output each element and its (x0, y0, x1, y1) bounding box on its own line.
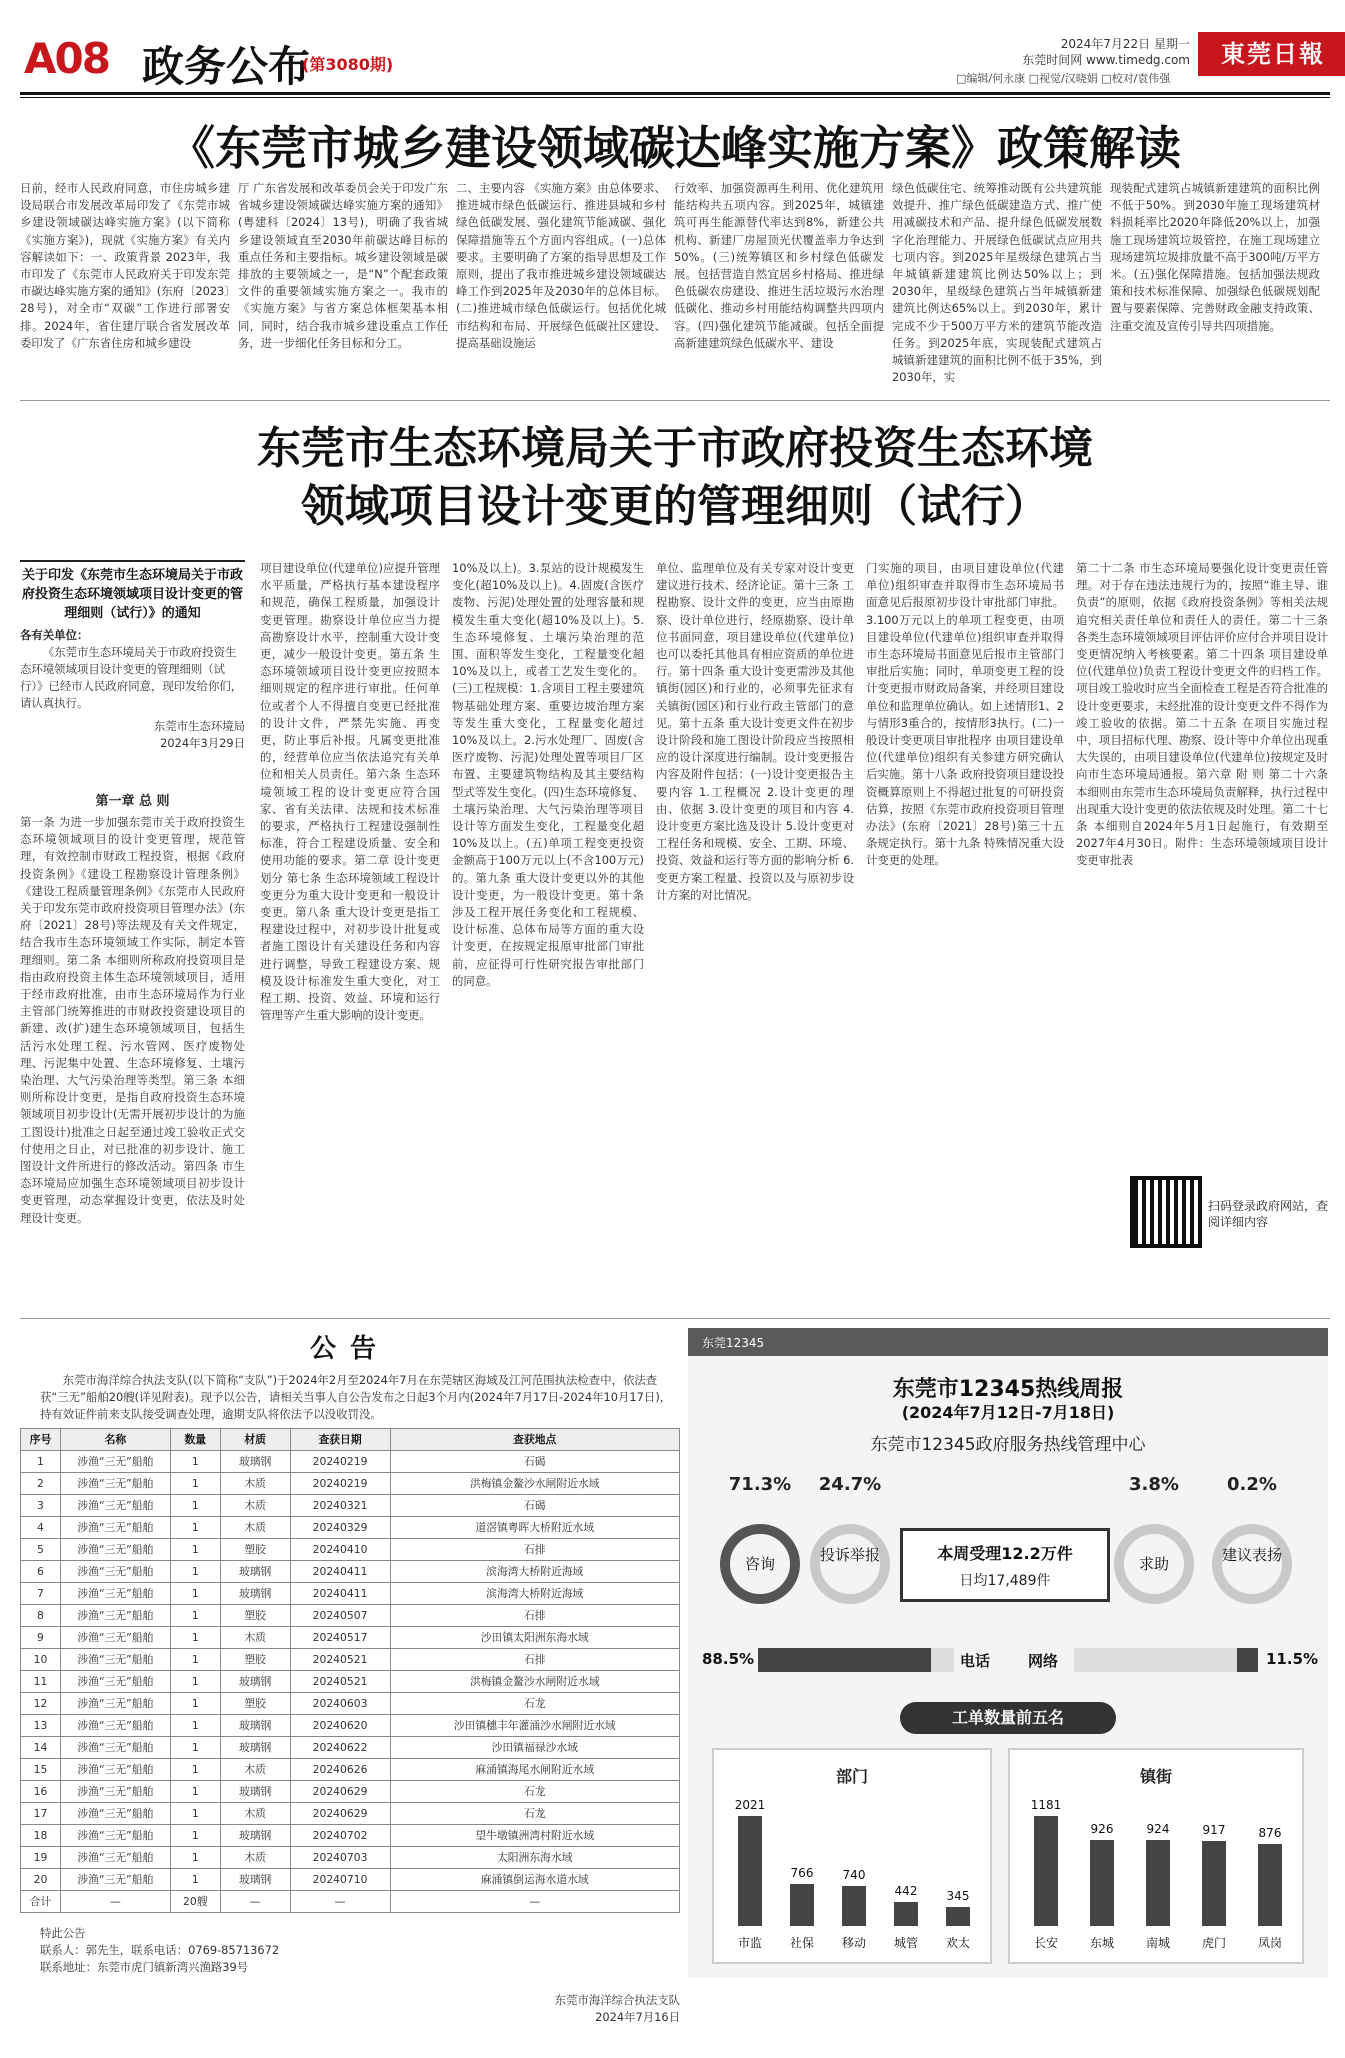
article2-column: 10%及以上)。3.泵站的设计规模发生变化(超10%及以上)。4.固废(含医疗废物、污泥)处理处置的处理容量和规模发生重大变化(超10%及以上)。5.生态环境修复、土壤污染治理的范围、面积等发生变化，工程量变化超10%及以上，或者工艺发生变化的。(三)工程规模：1.含项目工程主要建筑物基础处理方案、重要边坡治理方案等发生重大变化，工程量变化超过10%及以上。2.污水处理厂、固废(含医疗废物、污泥)处理处置等项目厂区布置、主要建筑物结构及其主要结构型式等发生变化。(四)生态环境修复、土壤污染治理、大气污染治理等项目设计等方面发生变化，工程量变化超10%及以上。(五)单项工程变更投资金额高于100万元以上(不含100万元)的。第九条 重大设计变更以外的其他设计变更，为一般设计变更。第十条 涉及工程开展任务变化和工程规模、设计标准、总体布局等方面的重大设计变更，在按规定报原审批部门审批前，应征得可行性研究报告审批部门的同意。 (452, 561, 644, 988)
table-row (21, 1517, 680, 1539)
table-header-row (21, 1429, 680, 1451)
table-cell: 涉渔“三无”船舶 (60, 1693, 170, 1715)
bar (1202, 1841, 1226, 1926)
bar-category-label: 虎门 (1201, 1936, 1226, 1950)
article1-column: 现装配式建筑占城镇新建建筑的面积比例不低于50%。到2030年施工现场建筑材料损耗率比2020年降低20%以上，加强施工现场建筑垃圾管控，在施工现场建立现场建筑垃圾排放量不高于300吨/万平方米。(五)强化保障措施。包括加强法规政策和技术标准保障、加强绿色低碳规划配置与要素保障、完善财政金融支持政策、注重交流及宣传引导共四项措施。 (1110, 181, 1320, 333)
table-row (21, 1803, 680, 1825)
table-cell: 1 (170, 1495, 220, 1517)
table-cell: 木质 (220, 1759, 290, 1781)
chapter1-heading: 第一章 总 则 (95, 794, 170, 809)
table-cell: 石碣 (390, 1495, 679, 1517)
table-cell: 1 (170, 1583, 220, 1605)
dept-chart-title: 部门 (835, 1767, 868, 1786)
hotline-title: 东莞市12345热线周报 (892, 1377, 1124, 1402)
table-header-cell: 序号 (21, 1429, 61, 1451)
table-cell: 道滘镇粤晖大桥附近水域 (390, 1517, 679, 1539)
bar-value-label: 2021 (734, 1798, 766, 1812)
table-row (21, 1605, 680, 1627)
table-cell: — (220, 1891, 290, 1913)
notice-to: 各有关单位： (20, 628, 89, 642)
table-cell: 10 (21, 1649, 61, 1671)
daily-average: 日均17,489件 (959, 1573, 1051, 1589)
masthead (20, 30, 1330, 91)
table-cell: 20240329 (290, 1517, 390, 1539)
hotline-logo: 东莞12345 (702, 1336, 765, 1350)
table-cell: 石排 (390, 1539, 679, 1561)
table-cell: 涉渔“三无”船舶 (60, 1737, 170, 1759)
table-cell: 20240219 (290, 1451, 390, 1473)
table-cell: 沙田镇太阳洲东海水域 (390, 1627, 679, 1649)
article2-title-line1: 东莞市生态环境局关于市政府投资生态环境 (257, 423, 1093, 474)
table-cell: 玻璃钢 (220, 1825, 290, 1847)
issue-number: (第3080期) (302, 55, 394, 74)
table-cell: 1 (170, 1451, 220, 1473)
table-cell: 1 (170, 1539, 220, 1561)
seizure-table (20, 1428, 680, 1913)
hotline-infographic (688, 1328, 1328, 1978)
section-title: 政务公布 (142, 42, 311, 91)
table-cell: 沙田镇穗丰年灌涌沙水闸附近水域 (390, 1715, 679, 1737)
table-cell: 涉渔“三无”船舶 (60, 1649, 170, 1671)
table-row (21, 1561, 680, 1583)
table-row (21, 1693, 680, 1715)
table-cell: 13 (21, 1715, 61, 1737)
bar-category-label: 南城 (1145, 1936, 1170, 1950)
table-row (21, 1847, 680, 1869)
footer-line: 特此公告 (40, 1926, 86, 1940)
table-cell: 木质 (220, 1517, 290, 1539)
contact-address: 联系地址：东莞市虎门镇新湾兴渔路39号 (40, 1960, 249, 1974)
notice-body: 《东莞市生态环境局关于市政府投资生态环境领域项目设计变更的管理细则（试行）》已经市人民政府同意，现印发给你们，请认真执行。 (20, 645, 243, 710)
table-cell: 玻璃钢 (220, 1451, 290, 1473)
table-cell: 20艘 (170, 1891, 220, 1913)
website: 东莞时间网 www.timedg.com (1022, 53, 1190, 67)
newspaper-logo: 東莞日報 (1198, 32, 1345, 76)
table-cell: 20240629 (290, 1781, 390, 1803)
header-rule-thin (20, 97, 1330, 98)
table-row (21, 1495, 680, 1517)
table-cell: 石龙 (390, 1781, 679, 1803)
table-cell: 沙田镇福禄沙水域 (390, 1737, 679, 1759)
table-cell: 涉渔“三无”船舶 (60, 1605, 170, 1627)
table-cell: 塑胶 (220, 1693, 290, 1715)
table-cell: — (390, 1891, 679, 1913)
divider (20, 1318, 1330, 1319)
table-row (21, 1627, 680, 1649)
phone-bar-fill (758, 1648, 931, 1672)
article1-title: 《东莞市城乡建设领域碳达峰实施方案》政策解读 (169, 121, 1181, 175)
table-cell: 1 (170, 1627, 220, 1649)
table-cell: 石排 (390, 1605, 679, 1627)
table-row (21, 1451, 680, 1473)
article2-column: 单位、监理单位及有关专家对设计变更建议进行技术、经济论证。第十三条 工程勘察、设计文件的变更，应当由原勘察、设计单位进行，经原勘察、设计单位书面同意，项目建设单位(代建单位)也可以委托其他具有相应资质的单位进行。第十四条 重大设计变更需涉及其他镇街(园区)和行业的，必须事先征求有关镇街(园区)和行业行政主管部门的意见。第十五条 重大设计变更文件在初步设计阶段和施工图设计阶段应当按照相应的设计深度进行编制。设计变更报告内容及附件包括：(一)设计变更报告主要内容 1.工程概况 2.设计变更的理由、依据 3.设计变更的项目和内容 4.设计变更方案比选及设计 5.设计变更对工程任务和规模、安全、工期、环境、投资、效益和运行等方面的影响分析 6.变更方案工程量、投资以及与原初步设计方案的对比情况。 (656, 561, 854, 902)
net-bar-track (1074, 1648, 1258, 1672)
table-cell: 涉渔“三无”船舶 (60, 1869, 170, 1891)
bar-value-label: 442 (894, 1883, 918, 1898)
bar-value-label: 766 (790, 1866, 814, 1881)
table-cell: 玻璃钢 (220, 1781, 290, 1803)
table-cell: 1 (170, 1869, 220, 1891)
table-cell: 1 (170, 1803, 220, 1825)
table-cell: 11 (21, 1671, 61, 1693)
table-cell: 石排 (390, 1649, 679, 1671)
date: 2024年7月22日 星期一 (1060, 37, 1190, 51)
page-number: A08 (24, 34, 109, 83)
table-body (21, 1451, 680, 1913)
table-cell: 15 (21, 1759, 61, 1781)
table-cell: 1 (170, 1847, 220, 1869)
table-cell: 涉渔“三无”船舶 (60, 1473, 170, 1495)
table-cell: 20240603 (290, 1693, 390, 1715)
table-row (21, 1759, 680, 1781)
bar (738, 1816, 762, 1926)
table-cell: 3 (21, 1495, 61, 1517)
table-cell: 玻璃钢 (220, 1869, 290, 1891)
table-cell: 7 (21, 1583, 61, 1605)
table-cell: 20240626 (290, 1759, 390, 1781)
notice-title: 关于印发《东莞市生态环境局关于市政府投资生态环境领域项目设计变更的管理细则（试行）》的通知 (21, 568, 243, 621)
hotline-period: (2024年7月12日-7月18日) (901, 1403, 1115, 1422)
bar-category-label: 社保 (789, 1936, 814, 1950)
bar-category-label: 城管 (893, 1936, 918, 1950)
article1-column: 行效率、加强资源再生利用、优化建筑用能结构共五项内容。到2025年，城镇建筑可再生能源替代率达到8%，新建公共机构、新建厂房屋顶光伏覆盖率力争达到50%。(三)统筹镇区和乡村绿色低碳发展。包括营造自然宜居乡村格局、推进绿色低碳农房建设、推进生活垃圾污水治理低碳化、推动乡村用能结构调整共四项内容。(四)强化建筑节能减碳。包括全面提高新建建筑绿色低碳水平、建设 (674, 181, 884, 350)
table-cell: 18 (21, 1825, 61, 1847)
table-row (21, 1473, 680, 1495)
table-cell: 涉渔“三无”船舶 (60, 1627, 170, 1649)
table-cell: 石碣 (390, 1451, 679, 1473)
pct-consult: 71.3% (728, 1474, 792, 1495)
article2-column: 项目建设单位(代建单位)应提升管理水平质量，严格执行基本建设程序和规范，确保工程质量，加强设计变更管理。勘察设计单位应当力提高勘察设计水平，控制重大设计变更，减少一般设计变更。第五条 生态环境领域项目设计变更应按照本细则规定的程序进行审批。任何单位或者个人不得擅自变更已经批准的设计文件，严禁先实施、再变更，防止事后补报。凡属变更批准的，经营单位应当依法追究有关单位和相关人员责任。第六条 生态环境领域工程的设计变更应符合国家、省有关法律、法规和技术标准的要求，严格执行工程建设强制性标准，符合工程建设质量、安全和使用功能的要求。第二章 设计变更划分 第七条 生态环境领域工程设计变更分为重大设计变更和一般设计变更。第八条 重大设计变更是指工程建设过程中，对初步设计批复或者施工图设计有关建设任务和内容进行调整，导致工程建设方案、规模及设计标准发生重大变化，对工程工期、投资、效益、环境和运行管理等产生重大影响的设计变更。 (260, 561, 440, 1023)
bar-value-label: 1181 (1030, 1798, 1062, 1812)
table-total-row (21, 1891, 680, 1913)
table-cell: 望牛墩镇洲湾村附近水域 (390, 1825, 679, 1847)
table-cell: 木质 (220, 1803, 290, 1825)
header-rule (20, 92, 1330, 95)
bar-value-label: 740 (842, 1867, 866, 1882)
table-cell: 17 (21, 1803, 61, 1825)
table-cell: 涉渔“三无”船舶 (60, 1561, 170, 1583)
bar-category-label: 市监 (737, 1936, 762, 1950)
table-cell: 涉渔“三无”船舶 (60, 1825, 170, 1847)
table-row (21, 1649, 680, 1671)
bar-value-label: 924 (1146, 1821, 1170, 1836)
table-cell: 20240620 (290, 1715, 390, 1737)
table-cell: 木质 (220, 1495, 290, 1517)
bar (946, 1907, 970, 1926)
table-cell: 20240410 (290, 1539, 390, 1561)
table-cell: 20240702 (290, 1825, 390, 1847)
table-cell: 涉渔“三无”船舶 (60, 1451, 170, 1473)
table-cell: 1 (170, 1473, 220, 1495)
table-header-cell: 查获日期 (290, 1429, 390, 1451)
table-cell: — (290, 1891, 390, 1913)
table-cell: 20240507 (290, 1605, 390, 1627)
table-cell: 20240622 (290, 1737, 390, 1759)
table-cell: 玻璃钢 (220, 1715, 290, 1737)
table-cell: 涉渔“三无”船舶 (60, 1495, 170, 1517)
table-cell: 1 (170, 1561, 220, 1583)
town-chart-title: 镇街 (1139, 1767, 1172, 1786)
table-cell: 木质 (220, 1847, 290, 1869)
table-cell: 涉渔“三无”船舶 (60, 1759, 170, 1781)
table-cell: 2 (21, 1473, 61, 1495)
bar-value-label: 345 (946, 1889, 970, 1904)
table-cell: 涉渔“三无”船舶 (60, 1517, 170, 1539)
table-cell: 洪梅镇金鳌沙水闸附近水域 (390, 1473, 679, 1495)
bar-category-label: 移动 (841, 1936, 866, 1950)
table-cell: 20240411 (290, 1561, 390, 1583)
table-cell: 玻璃钢 (220, 1561, 290, 1583)
table-cell: 1 (170, 1605, 220, 1627)
net-label: 网络 (1028, 1652, 1059, 1670)
table-cell: 塑胶 (220, 1539, 290, 1561)
table-cell: 1 (170, 1517, 220, 1539)
table-cell: 涉渔“三无”船舶 (60, 1671, 170, 1693)
table-cell: 麻涌镇倒运海水道水域 (390, 1869, 679, 1891)
table-cell: 涉渔“三无”船舶 (60, 1803, 170, 1825)
table-cell: 5 (21, 1539, 61, 1561)
divider (20, 400, 1330, 401)
bar (790, 1884, 814, 1926)
article1-column: 二、主要内容 《实施方案》由总体要求、推进城市绿色低碳运行、推进县城和乡村绿色低碳发展、强化建筑节能减碳、强化保障措施等五个方面内容组成。(一)总体要求。主要明确了方案的指导思想及工作原则，提出了我市推进城乡建设领域碳达峰工作到2025年及2030年的总体目标。(二)推进城市绿色低碳运行。包括优化城市结构和布局、开展绿色低碳社区建设、提高基础设施运 (456, 181, 666, 350)
table-cell: 涉渔“三无”船舶 (60, 1781, 170, 1803)
table-cell: 太阳洲东海水域 (390, 1847, 679, 1869)
table-cell: 木质 (220, 1627, 290, 1649)
table-cell: 1 (170, 1649, 220, 1671)
table-cell: 塑胶 (220, 1649, 290, 1671)
table-cell: 8 (21, 1605, 61, 1627)
table-cell: 20240521 (290, 1671, 390, 1693)
table-cell: 9 (21, 1627, 61, 1649)
table-header-cell: 名称 (60, 1429, 170, 1451)
table-header-cell: 数量 (170, 1429, 220, 1451)
table-row (21, 1539, 680, 1561)
bar-value-label: 876 (1258, 1826, 1282, 1841)
table-cell: 1 (170, 1671, 220, 1693)
bar (1146, 1840, 1170, 1926)
table-cell: 涉渔“三无”船舶 (60, 1847, 170, 1869)
table-cell: 塑胶 (220, 1605, 290, 1627)
table-cell: 20240517 (290, 1627, 390, 1649)
bar-value-label: 926 (1090, 1821, 1114, 1836)
table-header-cell: 查获地点 (390, 1429, 679, 1451)
table-cell: 1 (170, 1715, 220, 1737)
bar (1090, 1840, 1114, 1926)
table-cell: 石龙 (390, 1693, 679, 1715)
table-cell: 涉渔“三无”船舶 (60, 1583, 170, 1605)
dept-chart (712, 1748, 992, 1964)
table-cell: 玻璃钢 (220, 1583, 290, 1605)
qr-caption: 扫码登录政府网站，查阅详细内容 (1208, 1199, 1329, 1229)
bar-value-label: 917 (1202, 1822, 1226, 1837)
contact-person: 联系人：郭先生，联系电话：0769-85713672 (40, 1943, 280, 1957)
table-cell: 玻璃钢 (220, 1737, 290, 1759)
ring-suggest: 建议表扬 (1212, 1524, 1292, 1604)
table-cell: 滨海湾大桥附近海域 (390, 1583, 679, 1605)
bar-category-label: 长安 (1033, 1936, 1058, 1950)
table-cell: 木质 (220, 1473, 290, 1495)
table-cell: 1 (170, 1781, 220, 1803)
table-cell: 19 (21, 1847, 61, 1869)
table-cell: 1 (21, 1451, 61, 1473)
top5-heading: 工单数量前五名 (900, 1702, 1116, 1734)
notice-box (20, 560, 245, 760)
article2-column: 门实施的项目，由项目建设单位(代建单位)组织审查并取得市生态环境局书面意见后报原初步设计审批部门审批。3.100万元以上的单项工程变更，由项目建设单位(代建单位)组织审查并取得市生态环境局书面意见后报市主管部门审批后实施；同时，单项变更工程的设计变更报市财政局备案，并经项目建设单位和监理单位确认。如上述情形1、2与情形3重合的，按情形3执行。(二)一般设计变更项目审批程序 由项目建设单位(代建单位)组织有关参建方研究确认后实施。第十八条 政府投资项目建设投资概算原则上不得超过批复的可研投资估算，按照《东莞市政府投资项目管理办法》(东府〔2021〕28号)第三十五条规定执行。第十九条 特殊情况重大设计变更的处理。 (866, 561, 1064, 868)
table-cell: 玻璃钢 (220, 1671, 290, 1693)
table-row (21, 1781, 680, 1803)
table-cell: 石龙 (390, 1803, 679, 1825)
net-pct: 11.5% (1266, 1650, 1319, 1668)
qr-code[interactable] (1130, 1176, 1202, 1248)
ring-help: 求助 (1114, 1524, 1194, 1604)
table-cell: 涉渔“三无”船舶 (60, 1539, 170, 1561)
table-row (21, 1715, 680, 1737)
weekly-total-box (900, 1528, 1110, 1602)
table-cell: 4 (21, 1517, 61, 1539)
table-row (21, 1825, 680, 1847)
table-cell: 20240629 (290, 1803, 390, 1825)
announcement-footer (40, 1925, 440, 1976)
table-cell: 14 (21, 1737, 61, 1759)
table-cell: 合计 (21, 1891, 61, 1913)
infographic-topbar (688, 1328, 1328, 1356)
dateline (1010, 36, 1190, 68)
table-cell: 12 (21, 1693, 61, 1715)
article2-title-line2: 领域项目设计变更的管理细则（试行） (301, 481, 1049, 532)
notice-date: 2024年3月29日 (160, 736, 245, 750)
table-cell: 涉渔“三无”船舶 (60, 1715, 170, 1737)
article1-column: 厅 广东省发展和改革委员会关于印发广东省城乡建设领域碳达峰实施方案的通知》(粤建科〔2024〕13号)，明确了我省城乡建设领域直至2030年前碳达峰目标的重点任务和主要指标。城乡建设领域是碳排放的主要领域之一，是“N”个配套政策文件的重要领域实施方案之一。我市的《实施方案》与省方案总体框架基本相同，同时，结合我市城乡建设重点工作任务，进一步细化任务目标和分工。 (238, 181, 448, 350)
table-cell: 1 (170, 1759, 220, 1781)
table-cell: 20 (21, 1869, 61, 1891)
net-bar-fill (1237, 1648, 1258, 1672)
pct-help: 3.8% (1129, 1474, 1179, 1495)
table-cell: 20240321 (290, 1495, 390, 1517)
table-cell: 20240219 (290, 1473, 390, 1495)
announcement-signature (480, 1992, 680, 2026)
notice-sign: 东莞市生态环境局 (153, 719, 245, 733)
table-cell: 20240703 (290, 1847, 390, 1869)
bar (842, 1886, 866, 1926)
bar (1034, 1816, 1058, 1926)
article2-column: 第二十二条 市生态环境局要强化设计变更责任管理。对于存在违法违规行为的，按照“谁主导、谁负责”的原则，依据《政府投资条例》等相关法规追究相关责任单位和责任人的责任。第二十三条 各类生态环境领域项目评估评价应付合并项目设计变更情况纳入考核要素。第二十四条 项目建设单位(代建单位)负责工程设计变更文件的归档工作。项目竣工验收时应当全面检查工程是否符合批准的设计变更要求，未经批准的设计变更文件不得作为竣工验收的依据。第二十五条 在项目实施过程中，项目招标代理、勘察、设计等中介单位出现重大失误的，由项目建设单位(代建单位)按规定及时向市生态环境局通报。第六章 附 则 第二十六条 本细则由东莞市生态环境局负责解释，执行过程中出现重大设计变更的依法依规及时处理。第二十七条 本细则自2024年5月1日起施行，有效期至2027年4月30日。附件：生态环境领域项目设计变更审批表 (1076, 561, 1328, 868)
bar-category-label: 欢太 (945, 1936, 970, 1950)
pct-suggest: 0.2% (1227, 1474, 1277, 1495)
phone-label: 电话 (960, 1652, 991, 1670)
table-row (21, 1583, 680, 1605)
table-cell: 1 (170, 1737, 220, 1759)
issuer: 东莞市海洋综合执法支队 (554, 1993, 680, 2007)
town-chart (1008, 1748, 1304, 1964)
announcement-intro: 东莞市海洋综合执法支队(以下简称“支队”)于2024年2月至2024年7月在东莞辖区海域及江河范围执法检查中，依法查获“三无”船舶20艘(详见附表)。现予以公告，请相关当事人自公告发布之日起3个月内(2024年7月17日-2024年10月17日)，持有效证件前来支队接受调查处理，逾期支队将依法予以没收罚没。 (40, 1373, 672, 1421)
article2-column: 第一条 为进一步加强东莞市关于政府投资生态环境领域项目的设计变更管理，规范管理，有效控制市财政工程投资，根据《政府投资条例》《建设工程勘察设计管理条例》《建设工程质量管理条例》《东莞市人民政府关于印发东莞市政府投资项目管理办法》(东府〔2021〕28号)等法规及有关文件规定，结合我市生态环境领域工作实际，制定本管理细则。第二条 本细则所称政府投资项目是指由政府投资主体生态环境领域项目，适用于经市政府批准，由市生态环境局作为行业主管部门统筹推进的市财政投资建设项目的新建、改(扩)建生态环境领域项目，包括生活污水处理工程、污水管网、医疗废物处理、污泥集中处置、生态环境修复、土壤污染治理、大气污染治理等类型。第三条 本细则所称设计变更，是指自政府投资生态环境领域项目初步设计(无需开展初步设计的为施工图设计)批准之日起至通过竣工验收正式交付使用之日止，对已批准的初步设计、施工图设计文件所进行的修改活动。第四条 市生态环境局应加强生态环境领域项目初步设计变更管理，动态掌握设计变更，依法及时处理设计变更。 (20, 815, 245, 1225)
phone-pct: 88.5% (702, 1650, 755, 1668)
table-row (21, 1671, 680, 1693)
table-header-cell: 材质 (220, 1429, 290, 1451)
bar-category-label: 凤岗 (1257, 1936, 1282, 1950)
table-row (21, 1869, 680, 1891)
phone-bar-track (758, 1648, 954, 1672)
credits: □编辑/何永康 □视觉/汉晓娟 □校对/袁伟强 (956, 72, 1171, 85)
weekly-total: 本周受理12.2万件 (937, 1544, 1073, 1563)
ring-complaint: 投诉举报 (810, 1524, 890, 1604)
hotline-center: 东莞市12345政府服务热线管理中心 (870, 1435, 1146, 1455)
table-cell: 麻涌镇海尾水闸附近水域 (390, 1759, 679, 1781)
bar-category-label: 东城 (1089, 1936, 1114, 1950)
announcement-title: 公告 (309, 1334, 390, 1364)
table-cell: 6 (21, 1561, 61, 1583)
table-row (21, 1737, 680, 1759)
table-cell: 20240411 (290, 1583, 390, 1605)
table-cell: 1 (170, 1693, 220, 1715)
article1-column: 日前，经市人民政府同意，市住房城乡建设局联合市发展改革局印发了《东莞市城乡建设领域碳达峰实施方案》(以下简称《实施方案》)，现就《实施方案》有关内容解读如下：一、政策背景 2023年，我市印发了《东莞市人民政府关于印发东莞市碳达峰实施方案的通知》(东府〔2023〕28号)，对全市“双碳”工作进行部署安排。2024年，省住建厅联合省发展改革委印发了《广东省住房和城乡建设 (20, 181, 230, 350)
article2-title (20, 420, 1330, 536)
issue-date: 2024年7月16日 (595, 2010, 680, 2024)
table-cell: 16 (21, 1781, 61, 1803)
bar (894, 1902, 918, 1926)
bar (1258, 1844, 1282, 1926)
table-cell: — (60, 1891, 170, 1913)
article1-column: 绿色低碳住宅、统筹推动既有公共建筑能效提升、推广绿色低碳建造方式、推广使用减碳技术和产品、提升绿色低碳发展数字化治理能力、开展绿色低碳试点应用共七项内容。到2025年星级绿色建筑占当年城镇新建建筑比例达50%以上；到2030年，星级绿色建筑占当年城镇新建建筑比例达65%以上。到2030年，累计完成不少于500万平方米的建筑节能改造任务。到2025年底，实现装配式建筑占城镇新建建筑的面积比例不低于35%，到2030年，实 (892, 181, 1102, 385)
ring-consult: 咨询 (720, 1524, 800, 1604)
table-cell: 20240710 (290, 1869, 390, 1891)
table-cell: 滨海湾大桥附近海域 (390, 1561, 679, 1583)
table-cell: 洪梅镇金鳌沙水闸附近水域 (390, 1671, 679, 1693)
table-cell: 1 (170, 1825, 220, 1847)
pct-complaint: 24.7% (818, 1474, 882, 1495)
table-cell: 20240521 (290, 1649, 390, 1671)
